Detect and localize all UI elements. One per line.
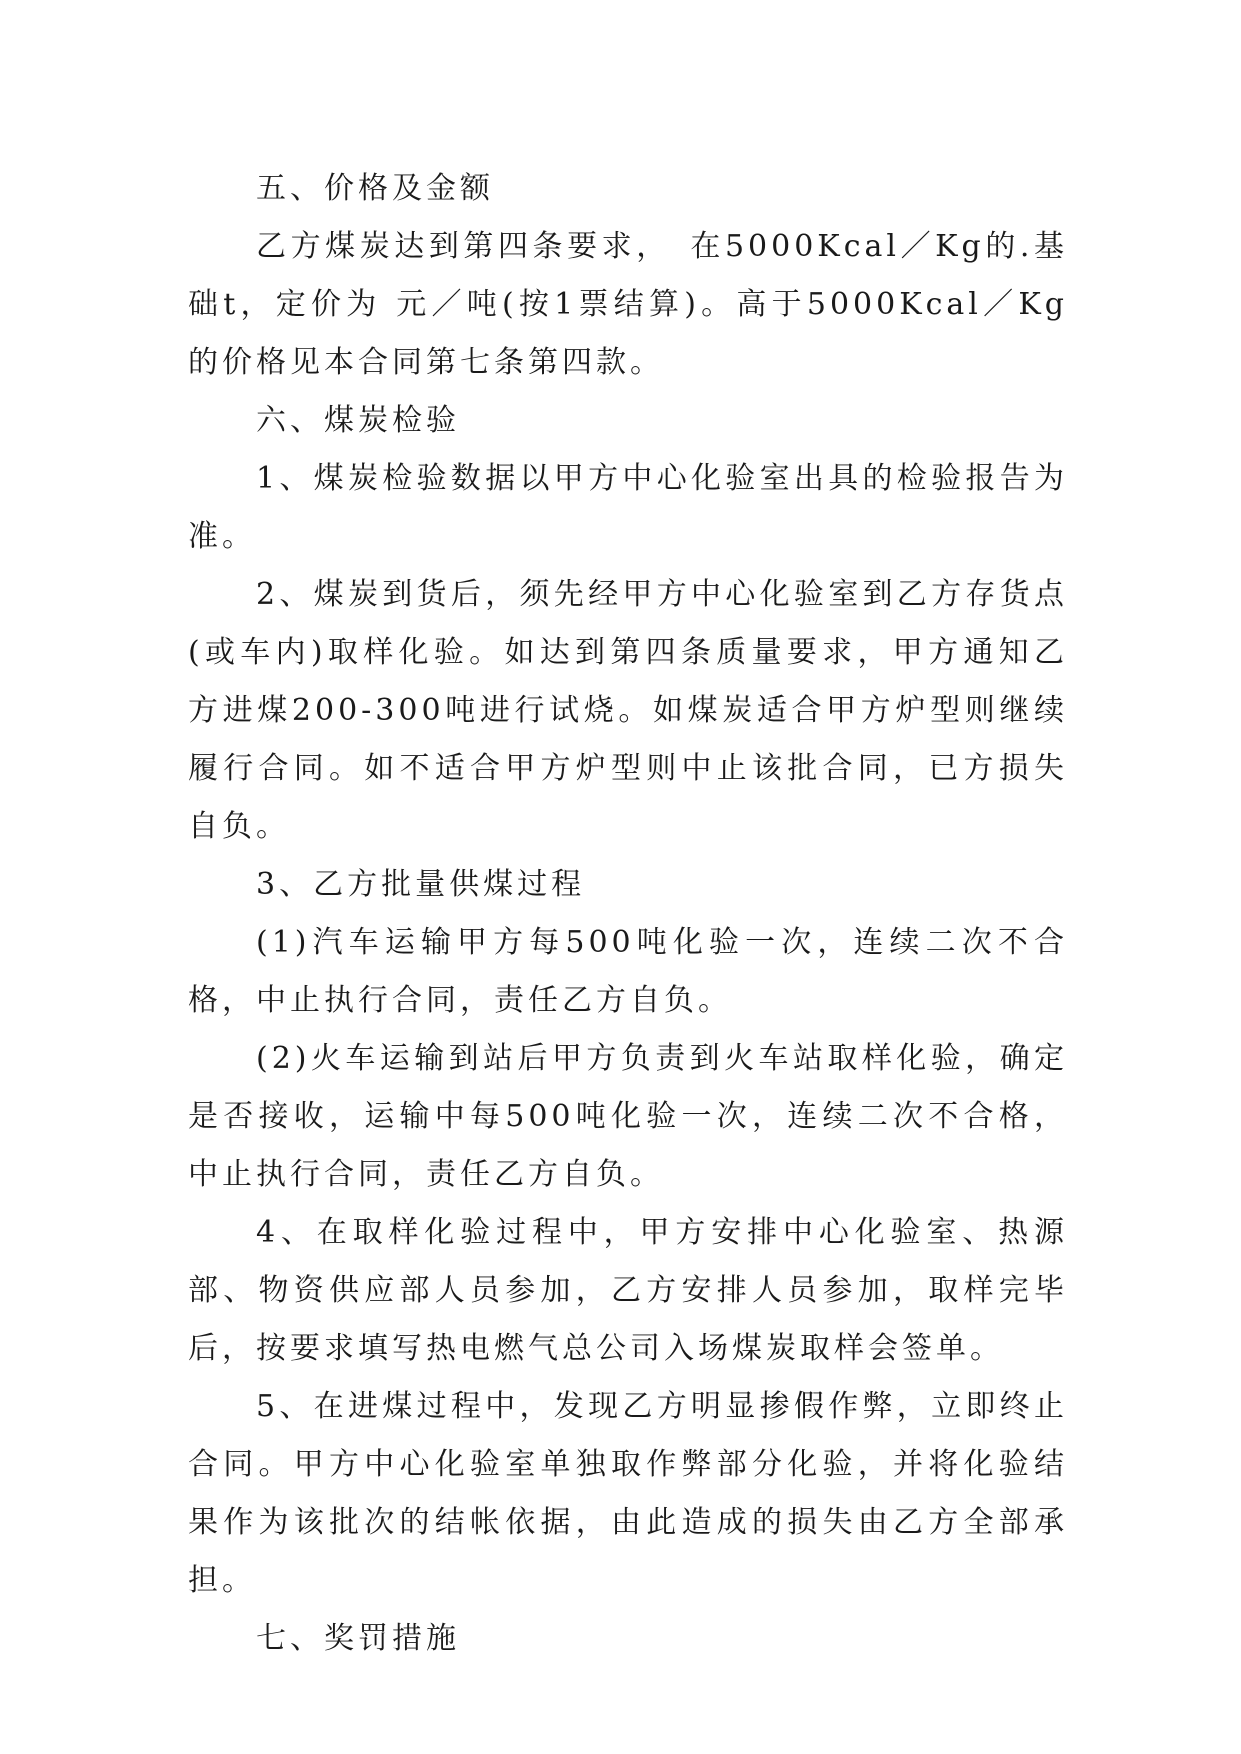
paragraph-inspection-5: 5、在进煤过程中，发现乙方明显掺假作弊，立即终止合同。甲方中心化验室单独取作弊部分化验，并将化验结果作为该批次的结帐依据，由此造成的损失由乙方全部承担。 bbox=[188, 1389, 1068, 1598]
section-heading-rewards-penalties: 七、奖罚措施 bbox=[256, 1621, 460, 1656]
section-heading-price: 五、价格及金额 bbox=[256, 171, 494, 206]
paragraph-inspection-1: 1、煤炭检验数据以甲方中心化验室出具的检验报告为准。 bbox=[188, 461, 1068, 554]
paragraph-inspection-4: 4、在取样化验过程中，甲方安排中心化验室、热源部、物资供应部人员参加，乙方安排人员参加，取样完毕后，按要求填写热电燃气总公司入场煤炭取样会签单。 bbox=[188, 1215, 1068, 1366]
document-body bbox=[188, 160, 1068, 1668]
subheading-batch-supply: 3、乙方批量供煤过程 bbox=[256, 867, 586, 902]
paragraph-truck-transport: (1)汽车运输甲方每500吨化验一次，连续二次不合格，中止执行合同，责任乙方自负。 bbox=[188, 925, 1068, 1018]
paragraph-price-terms: 乙方煤炭达到第四条要求， 在5000Kcal／Kg的.基础t，定价为 元／吨(按1票结算)。高于5000Kcal／Kg的价格见本合同第七条第四款。 bbox=[188, 229, 1068, 380]
paragraph-inspection-2: 2、煤炭到货后，须先经甲方中心化验室到乙方存货点(或车内)取样化验。如达到第四条质量要求，甲方通知乙方进煤200-300吨进行试烧。如煤炭适合甲方炉型则继续履行合同。如不适合甲方炉型则中止该批合同，已方损失自负。 bbox=[188, 577, 1068, 844]
paragraph-rail-transport: (2)火车运输到站后甲方负责到火车站取样化验，确定是否接收，运输中每500吨化验一次，连续二次不合格，中止执行合同，责任乙方自负。 bbox=[188, 1041, 1068, 1192]
section-heading-inspection: 六、煤炭检验 bbox=[256, 403, 460, 438]
